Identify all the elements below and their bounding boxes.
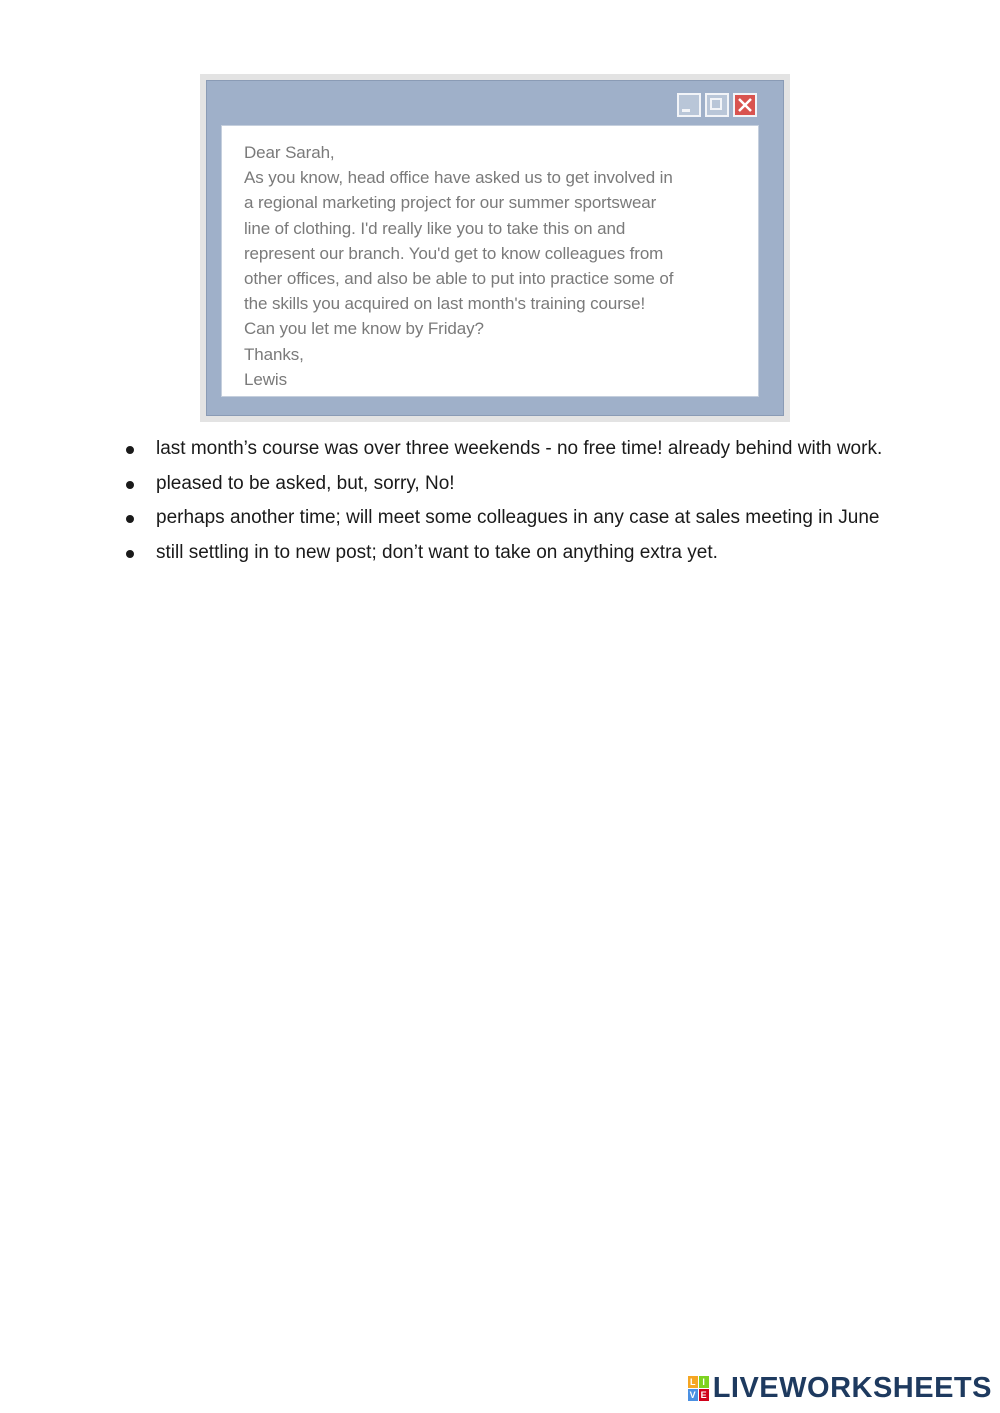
- maximize-icon[interactable]: [705, 93, 729, 117]
- note-text: still settling in to new post; don’t want to take on anything extra yet.: [156, 541, 718, 563]
- email-line: other offices, and also be able to put into practice some of: [244, 269, 674, 289]
- logo-mark-icon: [688, 1376, 709, 1401]
- window-controls: [677, 93, 757, 117]
- email-title-bar: [207, 81, 783, 121]
- liveworksheets-logo: [688, 1372, 992, 1405]
- email-line: As you know, head office have asked us to get involved in: [244, 168, 673, 188]
- list-item: [120, 432, 890, 467]
- bullet-icon: [126, 550, 134, 558]
- email-line: a regional marketing project for our summer sportswear: [244, 193, 657, 213]
- bullet-icon: [126, 481, 134, 489]
- note-text: last month’s course was over three weekends - no free time! already behind with work.: [156, 438, 883, 459]
- email-body: [221, 125, 759, 397]
- logo-mark-letter: V: [689, 1390, 696, 1400]
- email-line: line of clothing. I'd really like you to take this on and: [244, 218, 626, 238]
- email-signature: Lewis: [244, 369, 287, 389]
- close-icon[interactable]: [733, 93, 757, 117]
- email-line: Can you let me know by Friday?: [244, 319, 484, 339]
- logo-text: LIVEWORKSHEETS: [712, 1372, 992, 1404]
- minimize-icon[interactable]: [677, 93, 701, 117]
- list-item: [120, 501, 890, 536]
- email-line: represent our branch. You'd get to know colleagues from: [244, 243, 664, 263]
- email-line: the skills you acquired on last month's training course!: [244, 294, 646, 314]
- bullet-icon: [126, 446, 134, 454]
- bullet-icon: [126, 515, 134, 523]
- list-item: [120, 536, 890, 571]
- list-item: [120, 467, 890, 502]
- email-screenshot: [200, 74, 790, 422]
- note-text: perhaps another time; will meet some colleagues in any case at sales meeting in June: [156, 507, 880, 528]
- note-text: pleased to be asked, but, sorry, No!: [156, 472, 455, 494]
- logo-mark-letter: L: [688, 1376, 698, 1388]
- logo-mark-letter: E: [700, 1390, 707, 1400]
- notes-list: [120, 432, 890, 570]
- email-window-frame: [206, 80, 784, 416]
- logo-mark-letter: I: [699, 1376, 709, 1388]
- email-greeting: Dear Sarah,: [244, 143, 335, 162]
- email-signoff: Thanks,: [244, 344, 304, 364]
